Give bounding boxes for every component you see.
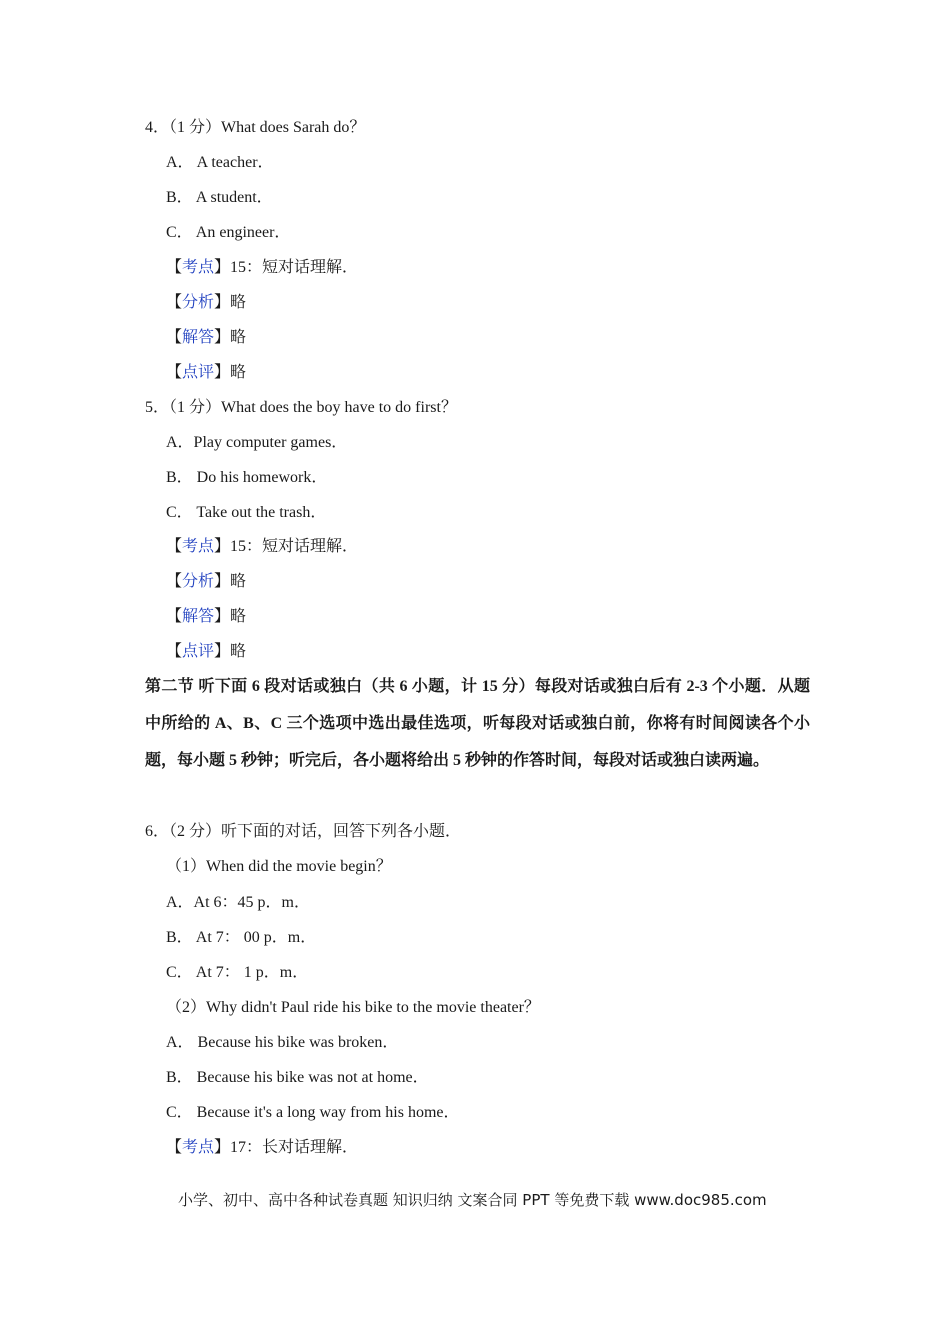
- bracket-close: 】: [214, 259, 231, 276]
- bracket-open: 【: [166, 294, 183, 311]
- bracket-close: 】: [214, 573, 231, 590]
- question-6-sub2-option-c: C． Because it's a long way from his home．: [166, 1104, 460, 1121]
- page-footer: 小学、初中、高中各种试卷真题 知识归纳 文案合同 PPT 等免费下载 www.doc985.com: [178, 1191, 767, 1209]
- question-5-kaodian: [166, 537, 358, 557]
- bracket-close: 】: [214, 364, 231, 381]
- dianping-label: 点评: [182, 364, 215, 381]
- question-4-jieda: [166, 328, 246, 348]
- question-5-option-b: B． Do his homework．: [166, 469, 328, 486]
- bracket-open: 【: [166, 608, 183, 625]
- fenxi-value: 略: [230, 294, 247, 311]
- question-6-sub2-option-a: A． Because his bike was broken．: [166, 1034, 399, 1051]
- bracket-open: 【: [166, 1139, 183, 1156]
- question-4-fenxi: [166, 293, 246, 313]
- question-6-kaodian: [166, 1138, 358, 1158]
- bracket-close: 】: [214, 329, 231, 346]
- bracket-open: 【: [166, 643, 183, 660]
- question-5-dianping: [166, 642, 246, 662]
- bracket-close: 】: [214, 608, 231, 625]
- bracket-close: 】: [214, 1139, 231, 1156]
- dianping-label: 点评: [182, 643, 215, 660]
- kaodian-value: 15：短对话理解．: [230, 538, 359, 555]
- question-6-sub1-stem: （1）When did the movie begin？: [166, 858, 392, 875]
- question-5-option-c: C． Take out the trash．: [166, 504, 327, 521]
- question-4-option-c: C． An engineer．: [166, 224, 291, 241]
- question-5-jieda: [166, 607, 246, 627]
- jieda-value: 略: [230, 608, 247, 625]
- question-5-fenxi: [166, 572, 246, 592]
- question-4-dianping: [166, 363, 246, 383]
- question-5-option-a: A．Play computer games．: [166, 434, 348, 451]
- question-6-stem: 6．（2 分）听下面的对话，回答下列各小题．: [145, 823, 462, 840]
- question-4-stem: 4．（1 分）What does Sarah do？: [145, 119, 366, 136]
- kaodian-label: 考点: [182, 259, 215, 276]
- bracket-open: 【: [166, 364, 183, 381]
- question-6-sub2-option-b: B． Because his bike was not at home．: [166, 1069, 429, 1086]
- dianping-value: 略: [230, 643, 247, 660]
- kaodian-label: 考点: [182, 1139, 215, 1156]
- bracket-close: 】: [214, 538, 231, 555]
- kaodian-label: 考点: [182, 538, 215, 555]
- question-6-sub1-option-b: B． At 7： 00 p．m．: [166, 929, 317, 946]
- question-4-option-a: A． A teacher．: [166, 154, 274, 171]
- question-6-sub1-option-c: C． At 7： 1 p．m．: [166, 964, 309, 981]
- fenxi-label: 分析: [182, 573, 215, 590]
- fenxi-label: 分析: [182, 294, 215, 311]
- question-6-sub1-option-a: A．At 6：45 p．m．: [166, 894, 311, 911]
- question-5-stem: 5．（1 分）What does the boy have to do first？: [145, 399, 457, 416]
- question-6-sub2-stem: （2）Why didn't Paul ride his bike to the movie theater？: [166, 999, 540, 1016]
- fenxi-value: 略: [230, 573, 247, 590]
- bracket-open: 【: [166, 573, 183, 590]
- question-4-option-b: B． A student．: [166, 189, 273, 206]
- bracket-close: 】: [214, 294, 231, 311]
- bracket-close: 】: [214, 643, 231, 660]
- bracket-open: 【: [166, 329, 183, 346]
- jieda-value: 略: [230, 329, 247, 346]
- jieda-label: 解答: [182, 608, 215, 625]
- dianping-value: 略: [230, 364, 247, 381]
- bracket-open: 【: [166, 259, 183, 276]
- question-4-kaodian: [166, 258, 358, 278]
- kaodian-value: 15：短对话理解．: [230, 259, 359, 276]
- bracket-open: 【: [166, 538, 183, 555]
- jieda-label: 解答: [182, 329, 215, 346]
- section-2-instructions: 第二节 听下面 6 段对话或独白（共 6 小题，计 15 分）每段对话或独白后有 2-3 个小题．从题中所给的 A、B、C 三个选项中选出最佳选项，听每段对话或独白前，你将有时间阅读各个小题，每小题 5 秒钟；听完后，各小题将给出 5 秒钟的作答时间，每段对话或独白读两遍。: [145, 678, 810, 769]
- kaodian-value: 17：长对话理解．: [230, 1139, 359, 1156]
